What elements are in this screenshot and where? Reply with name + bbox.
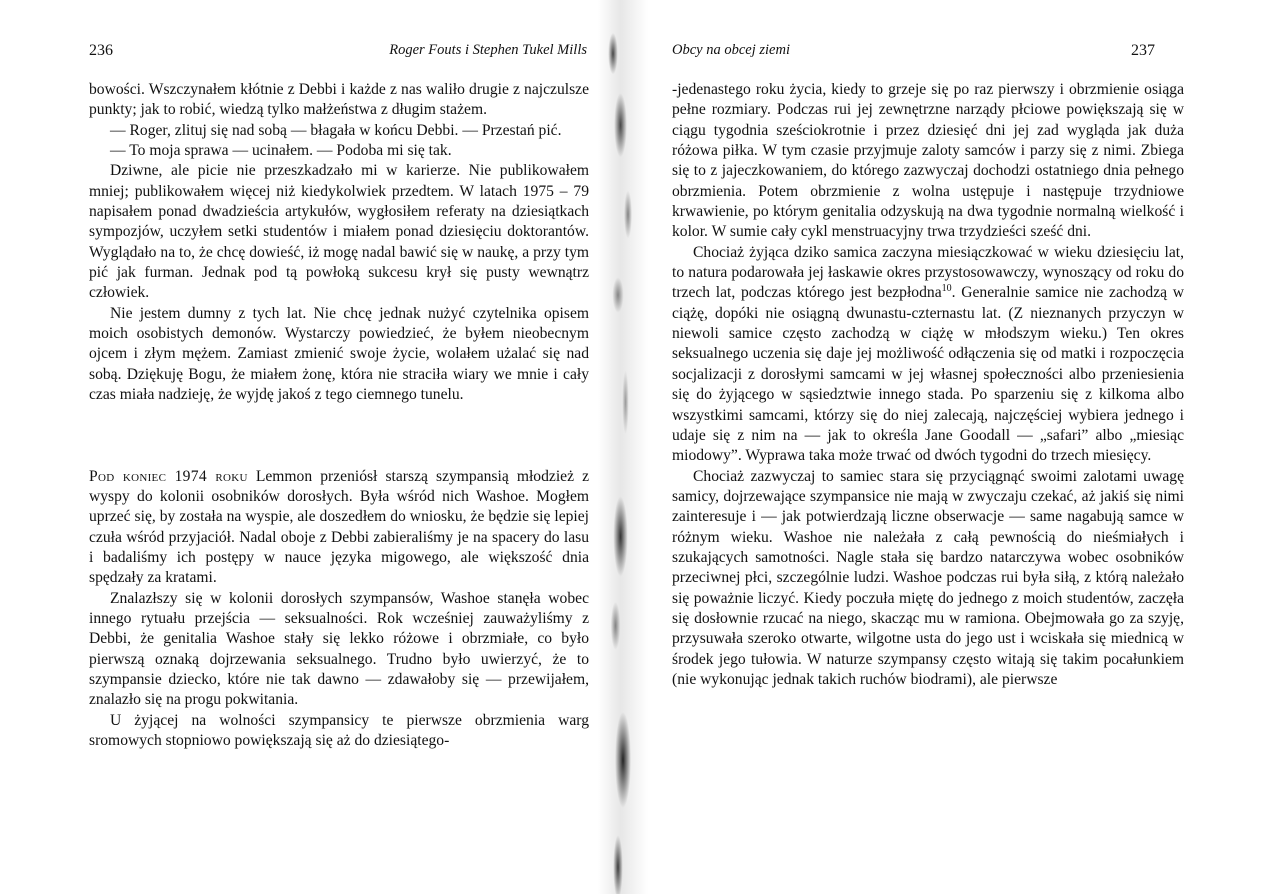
right-page xyxy=(631,0,1262,894)
right-page-body xyxy=(672,80,1184,690)
running-head-left: Roger Fouts i Stephen Tukel Mills xyxy=(389,42,587,58)
paragraph: U żyjącej na wolności szympansicy te pierwsze obrzmienia warg sromowych stopniowo powiększają się aż do dziesiątego- xyxy=(89,711,589,749)
section-opening-paragraph xyxy=(89,467,589,589)
page-number-right: 237 xyxy=(1131,42,1155,59)
paragraph-text: . Generalnie samice nie zachodzą w ciążę, dopóki nie osiągną dwunastu-czternastu lat. (Z nieznanych przyczyn w niewoli samice często zachodzą w ciążę w młodszym wieku.) Ten okres seksualnego uczenia się daje jej możliwość odłączenia się od matki i rozpoczęcia socjalizacji z dorosłymi samcami w jej własnej społeczności albo przeniesienia się do żyjącego w sąsiedztwie innego stada. Po sparzeniu się z kilkoma albo wszystkimi samcami, którzy się do niej zalecają, najczęściej wybiera jednego i udaje się z nim na — jak to określa Jane Goodall — „safari” albo „miesiąc miodowy”. Wyprawa taka może trwać od dwóch tygodni do trzech miesięcy. xyxy=(672,284,1184,465)
paragraph: Znalazłszy się w kolonii dorosłych szympansów, Washoe stanęła wobec innego rytuału przejścia — seksualności. Rok wcześniej zauważyliśmy z Debbi, że genitalia Washoe stały się lekko różowe i obrzmiałe, co było pierwszą oznaką dojrzewania seksualnego. Trudno było uwierzyć, że to szympansie dziecko, które nie tak dawno — zdawałoby się — przewijałem, znalazło się na progu pokwitania. xyxy=(89,589,589,709)
footnote-reference: 10 xyxy=(941,283,952,295)
paragraph: — Roger, zlituj się nad sobą — błagała w końcu Debbi. — Przestań pić. xyxy=(110,121,562,139)
paragraph-text: Lemmon przeniósł starszą szympansią młodzież z wyspy do kolonii osobników dorosłych. Była wśród nich Washoe. Mogłem uprzeć się, by została na wyspie, ale doszedłem do wniosku, że będzie się lepiej czuła wśród przyjaciół. Nadal oboje z Debbi zabieraliśmy je na spacery do lasu i badaliśmy ich postępy w nauce języka migowego, ale większość dnia spędzały za kratami. xyxy=(89,467,590,587)
paragraph: Nie jestem dumny z tych lat. Nie chcę jednak nużyć czytelnika opisem moich osobistych demonów. Wystarczy powiedzieć, że byłem nieobecnym ojcem i złym mężem. Zamiast zmienić swoje życie, wolałem użalać się nad sobą. Dziękuję Bogu, że miałem żonę, która nie straciła wiary we mnie i cały czas miała nadzieję, że wyjdę jakoś z tego ciemnego tunelu. xyxy=(89,304,589,404)
paragraph: — To moja sprawa — ucinałem. — Podoba mi się tak. xyxy=(110,142,452,160)
paragraph: -jedenastego roku życia, kiedy to grzeje się po raz pierwszy i obrzmienie osiąga pełne rozmiary. Podczas rui jej zewnętrzne narządy płciowe powiększają się w ciągu tygodnia sześciokrotnie i przez dziesięć dni jej zad wygląda jak duża różowa piłka. W tym czasie przyjmuje zaloty samców i parzy się z nimi. Zbiega się to z jajeczkowaniem, do którego zazwyczaj dochodzi ostatniego dnia pełnego obrzmienia. Potem obrzmienie z wolna ustępuje i następuje trzydniowe krwawienie, po którym genitalia odzyskują na dwa tygodnie normalną wielkość i kolor. W sumie cały cykl menstruacyjny trwa trzydzieści sześć dni. xyxy=(672,81,1184,241)
paragraph-with-footnote xyxy=(672,243,1184,467)
section-lead-in: Pod koniec 1974 roku xyxy=(89,467,248,485)
left-page-body xyxy=(89,80,589,751)
page-number-left: 236 xyxy=(89,42,113,59)
running-head-right: Obcy na obcej ziemi xyxy=(672,42,790,58)
paragraph: bowości. Wszczynałem kłótnie z Debbi i każde z nas waliło drugie z najczulsze punkty; jak to robić, wiedzą tylko małżeństwa z długim stażem. xyxy=(89,81,589,119)
paragraph-text: Chociaż żyjąca dziko samica zaczyna miesiączkować w wieku dziesięciu lat, to natura podarowała jej łaskawie okres przystosowawczy, wynoszący od roku do trzech lat, podczas którego jest bezpłodna xyxy=(672,243,1184,302)
paragraph: Chociaż zazwyczaj to samiec stara się przyciągnąć swoimi zalotami uwagę samicy, dojrzewające szympansice nie mają w zwyczaju czekać, aż jakiś się nimi zainteresuje i — jak potwierdzają liczne obserwacje — same nagabują samce w różnym wieku. Washoe nie należała z całą pewnością do nieśmiałych i szukających samotności. Nagle stała się bardzo natarczywa wobec osobników przeciwnej płci, szczególnie ludzi. Washoe podczas rui była siłą, z którą należało się poważnie liczyć. Kiedy poczuła miętę do jednego z moich studentów, zaczęła się dosłownie rzucać na niego, skacząc mu w ramiona. Obejmowała go za szyję, przysuwała szeroko otwarte, wilgotne usta do jego ust i wciskała się miednicą w środek jego tułowia. W naturze szympansy często witają się takim pocałunkiem (nie wykonując jednak takich ruchów biodrami), ale pierwsze xyxy=(672,467,1184,688)
section-break xyxy=(89,406,589,467)
paragraph: Dziwne, ale picie nie przeszkadzało mi w karierze. Nie publikowałem mniej; publikowałem więcej niż kiedykolwiek przedtem. W latach 1975 – 79 napisałem ponad dwadzieścia artykułów, wygłosiłem referaty na dziesiątkach sympozjów, uczyłem setki studentów i miałem ponad dziesięciu doktorantów. Wyglądało na to, że chcę dowieść, iż mogę nadal bawić się w naukę, a przy tym pić jak furman. Jednak pod tą powłoką sukcesu krył się pusty wewnątrz człowiek. xyxy=(89,162,589,302)
